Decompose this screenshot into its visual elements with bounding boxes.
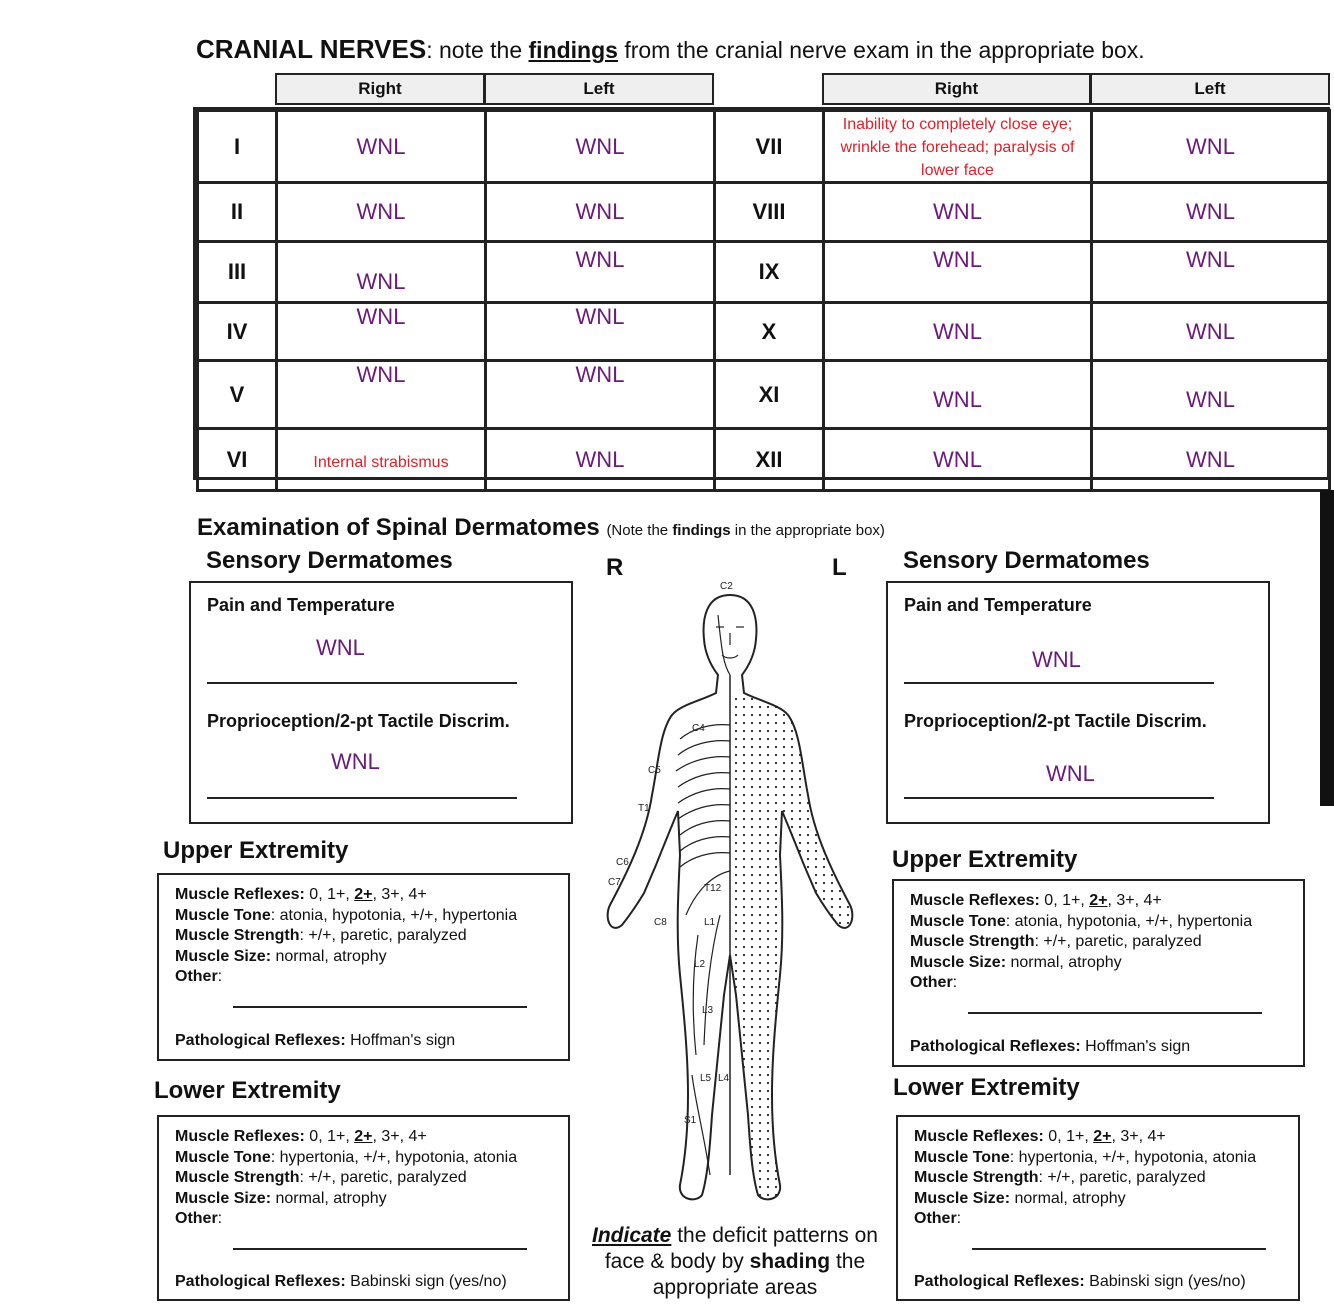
proprio-value[interactable]: WNL [1046,761,1095,786]
derm-label: C4 [692,723,705,734]
side-r-label: R [606,554,624,581]
header-right-2: Right [822,73,1091,105]
finding-cell[interactable]: WNL [933,247,982,272]
finding-cell[interactable]: WNL [1186,247,1235,272]
header-left-1: Left [484,73,714,105]
other-line [972,1248,1266,1250]
derm-label: L1 [704,917,716,928]
derm-label: T12 [704,883,722,894]
derm-label: L4 [718,1073,730,1084]
answer-line [207,797,517,799]
finding-cell[interactable]: WNL [356,133,406,159]
finding-cell[interactable]: WNL [1186,446,1235,472]
header-left-2: Left [1090,73,1330,105]
left-sensory-title: Sensory Dermatomes [206,547,453,574]
derm-label: L5 [700,1073,712,1084]
nerve-number: IV [226,318,248,344]
other-line [968,1012,1262,1014]
proprio-label: Proprioception/2-pt Tactile Discrim. [207,711,510,731]
figure-caption: Indicate the deficit patterns on face & body by shading the appropriate areas [592,1224,878,1299]
derm-label: C2 [720,581,733,592]
finding-cell[interactable]: WNL [1186,199,1235,224]
cranial-title: CRANIAL NERVES: note the findings from the cranial nerve exam in the appropriate box. [196,34,1145,64]
derm-label: C7 [608,877,621,888]
left-lower-title: Lower Extremity [154,1077,341,1104]
upper-fields: Muscle Reflexes: 0, 1+, 2+, 3+, 4+ Muscle Tone: atonia, hypotonia, +/+, hypertonia Muscle Strength: +/+, paretic, paralyzed Muscle Size: normal, atrophy Other: [910,892,1253,991]
left-upper-box [157,873,570,1061]
proprio-label: Proprioception/2-pt Tactile Discrim. [904,711,1207,731]
finding-cell[interactable]: WNL [1186,133,1235,159]
pain-temp-value[interactable]: WNL [1032,647,1081,672]
pain-temp-label: Pain and Temperature [207,595,395,615]
nerve-number: III [227,259,247,284]
finding-cell[interactable]: WNL [933,387,982,412]
derm-label: L2 [694,959,706,970]
finding-cell[interactable]: WNL [356,269,406,294]
nerve-number: VII [755,133,783,159]
nerve-number: V [229,381,245,407]
derm-label: S1 [684,1115,697,1126]
right-lower-title: Lower Extremity [893,1074,1080,1101]
finding-cell[interactable]: WNL [933,318,982,344]
spinal-title: Examination of Spinal Dermatomes (Note the findings in the appropriate box) [197,514,885,541]
finding-cell[interactable]: Inability to completely close eye; wrinkle the forehead; paralysis of lower face [840,116,1075,179]
left-upper-title: Upper Extremity [163,837,349,864]
pain-temp-label: Pain and Temperature [904,595,1092,615]
nerve-number: IX [758,259,780,284]
pathological-reflexes: Pathological Reflexes: Babinski sign (yes/no) [914,1273,1246,1290]
right-upper-title: Upper Extremity [892,846,1078,873]
dermatome-body-figure[interactable] [580,575,880,1215]
finding-cell[interactable]: WNL [575,446,625,472]
header-right-1: Right [275,73,485,105]
finding-cell[interactable]: WNL [575,362,625,387]
answer-line [904,682,1214,684]
finding-cell[interactable]: WNL [575,247,625,272]
finding-cell[interactable]: WNL [356,199,406,224]
right-sensory-box [886,581,1270,824]
proprio-value[interactable]: WNL [331,749,380,774]
answer-line [904,797,1214,799]
upper-fields: Muscle Reflexes: 0, 1+, 2+, 3+, 4+ Muscle Tone: atonia, hypotonia, +/+, hypertonia Muscle Strength: +/+, paretic, paralyzed Muscle Size: normal, atrophy Other: [175,886,518,985]
derm-label: C6 [616,857,629,868]
nerve-number: X [761,318,777,344]
nerve-number: I [233,133,241,159]
finding-cell[interactable]: WNL [356,362,406,387]
finding-cell[interactable]: Internal strabismus [313,453,449,471]
nerve-number: II [230,199,244,224]
scan-edge [1320,490,1334,806]
side-l-label: L [832,554,847,581]
finding-cell[interactable]: WNL [933,199,982,224]
finding-cell[interactable]: WNL [356,304,406,329]
other-line [233,1248,527,1250]
other-line [233,1006,527,1008]
finding-cell[interactable]: WNL [1186,387,1235,412]
nerve-number: XII [755,446,783,472]
lower-fields: Muscle Reflexes: 0, 1+, 2+, 3+, 4+ Muscle Tone: hypertonia, +/+, hypotonia, atonia Muscle Strength: +/+, paretic, paralyzed Muscle Size: normal, atrophy Other: [914,1128,1257,1227]
finding-cell[interactable]: WNL [933,446,982,472]
pathological-reflexes: Pathological Reflexes: Hoffman's sign [910,1038,1191,1055]
pain-temp-value[interactable]: WNL [316,635,365,660]
derm-label: C8 [654,917,667,928]
pathological-reflexes: Pathological Reflexes: Hoffman's sign [175,1032,456,1049]
finding-cell[interactable]: WNL [575,199,625,224]
right-sensory-title: Sensory Dermatomes [903,547,1150,574]
finding-cell[interactable]: WNL [575,133,625,159]
answer-line [207,682,517,684]
left-lower-box [157,1115,570,1301]
left-sensory-box [189,581,573,824]
nerve-number: VI [226,446,248,472]
derm-label: C5 [648,765,661,776]
finding-cell[interactable]: WNL [1186,318,1235,344]
finding-cell[interactable]: WNL [575,304,625,329]
dotted-left-half [732,693,852,1199]
lower-fields: Muscle Reflexes: 0, 1+, 2+, 3+, 4+ Muscle Tone: hypertonia, +/+, hypotonia, atonia Muscle Strength: +/+, paretic, paralyzed Muscle Size: normal, atrophy Other: [175,1128,518,1227]
pathological-reflexes: Pathological Reflexes: Babinski sign (yes/no) [175,1273,507,1290]
nerve-number: VIII [752,199,786,224]
right-lower-box [896,1115,1300,1301]
right-upper-box [892,879,1305,1067]
derm-label: L3 [702,1005,714,1016]
cranial-table-frame [193,107,1330,480]
derm-label: T1 [638,803,650,814]
nerve-number: XI [758,381,780,407]
